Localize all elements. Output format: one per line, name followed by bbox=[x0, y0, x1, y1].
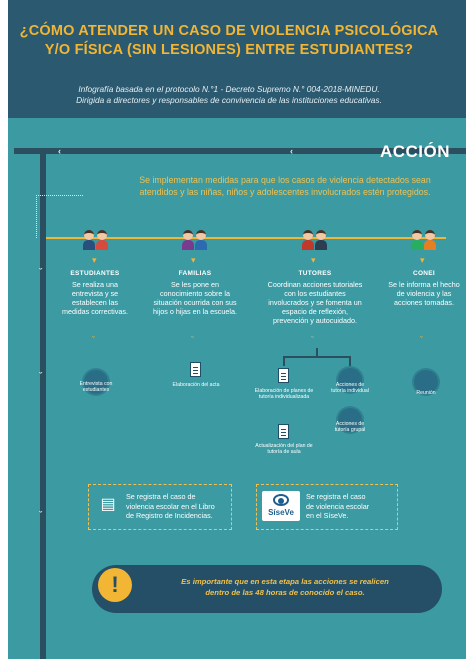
chevron-left-icon: ‹ bbox=[290, 146, 293, 156]
exclamation-icon: ! bbox=[111, 572, 119, 597]
page-title bbox=[10, 22, 448, 60]
document-icon bbox=[278, 424, 289, 439]
connector-line bbox=[283, 356, 285, 366]
document-icon bbox=[190, 362, 201, 377]
title-line-1: ¿CÓMO ATENDER UN CASO DE VIOLENCIA PSICOLÓGICA bbox=[19, 23, 439, 39]
actor-role-tutores: TUTORES bbox=[298, 270, 332, 277]
outcome-plan: Elaboración de planes de tutoría individualizada bbox=[254, 388, 314, 401]
arrow-down-icon: ˇ bbox=[311, 335, 314, 345]
actor-desc-conei: Se le informa el hecho de violencia y las acciones tomadas. bbox=[388, 280, 460, 307]
outcome-tutoria-grupal: Acciones de tutoría grupal bbox=[334, 421, 366, 434]
actor-role-familias: FAMILIAS bbox=[178, 270, 212, 277]
conei-icon bbox=[410, 228, 438, 250]
book-icon: ▤ bbox=[100, 496, 116, 513]
arrow-down-icon: ▾ bbox=[420, 255, 425, 265]
family-icon bbox=[181, 228, 209, 250]
libro-registro-text: Se registra el caso de violencia escolar en el Libro de Registro de Incidencias. bbox=[126, 492, 215, 520]
actor-desc-tutores: Coordinan acciones tutoriales con los estudiantes involucrados y se fomenta un espacio de reflexión, prevención y autocuidado. bbox=[267, 280, 363, 325]
actor-role-conei: CONEI bbox=[412, 270, 436, 277]
arrow-down-icon: ˇ bbox=[191, 335, 194, 345]
subtitle-line-1: Infografía basada en el protocolo N.°1 - Decreto Supremo N.° 004-2018-MINEDU. bbox=[78, 84, 380, 94]
arrow-down-icon: ˇ bbox=[92, 335, 95, 345]
outcome-acta: Elaboración del acta bbox=[172, 382, 220, 388]
actor-role-estudiantes: ESTUDIANTES bbox=[70, 270, 120, 277]
section-intro: Se implementan medidas para que los casos de violencia detectados sean atendidos y las niñas, niños y adolescentes involucrados estén protegidos. bbox=[139, 175, 431, 197]
subtitle-line-2: Dirigida a directores y responsables de convivencia de las instituciones educativas. bbox=[76, 95, 382, 105]
connector-line bbox=[316, 348, 318, 356]
connector-line bbox=[349, 356, 351, 366]
arrow-down-icon: ▾ bbox=[92, 255, 97, 265]
students-icon bbox=[82, 228, 110, 250]
page-subtitle bbox=[10, 84, 448, 106]
actor-desc-estudiantes: Se realiza una entrevista y se establecen las medidas correctivas. bbox=[62, 280, 128, 316]
chevron-left-icon: ‹ bbox=[58, 146, 61, 156]
siseve-logo: SíseVe bbox=[262, 491, 300, 521]
actor-desc-familias: Se les pone en conocimiento sobre la situación ocurrida con sus hijos o hijas en la escuela. bbox=[153, 280, 237, 316]
outcome-tutoria-individual: Acciones de tutoría individual bbox=[331, 382, 369, 395]
alert-text: Es importante que en esta etapa las acciones se realicen dentro de las 48 horas de conocido el caso. bbox=[181, 577, 389, 597]
chevron-down-icon: ˇ bbox=[39, 267, 42, 277]
arrow-down-icon: ▾ bbox=[191, 255, 196, 265]
chevron-down-icon: ˇ bbox=[39, 510, 42, 520]
arrow-down-icon: ˇ bbox=[420, 335, 423, 345]
outcome-entrevista: Entrevista con estudiantes bbox=[79, 381, 113, 394]
siseve-text: Se registra el caso de violencia escolar en el SíseVe. bbox=[306, 492, 370, 520]
connector-line bbox=[283, 356, 350, 358]
tutors-icon bbox=[301, 228, 329, 250]
arrow-down-icon: ▾ bbox=[311, 255, 316, 265]
outcome-actualizacion: Actualización del plan de tutoría de aula bbox=[255, 443, 313, 456]
outcome-reunion: Reunión bbox=[416, 390, 436, 396]
chevron-down-icon: ˇ bbox=[39, 371, 42, 381]
document-icon bbox=[278, 368, 289, 383]
dotted-connector bbox=[36, 195, 83, 238]
title-line-2: Y/O FÍSICA (SIN LESIONES) ENTRE ESTUDIANTES? bbox=[44, 42, 414, 58]
section-title: ACCIÓN bbox=[379, 142, 450, 161]
